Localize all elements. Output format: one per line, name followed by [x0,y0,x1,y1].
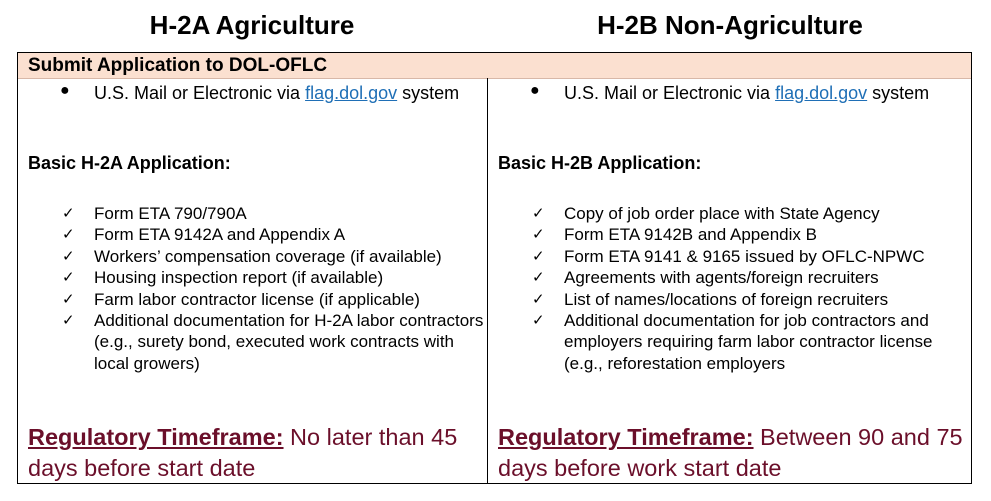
list-item [18,246,487,267]
column-heading-h2b: H-2B Non-Agriculture [597,10,863,40]
list-item-text: Farm labor contractor license (if applicable) [94,289,420,309]
checkmark-icon: ✓ [62,269,75,287]
list-item-text: Copy of job order place with State Agency [564,204,880,223]
list-item [488,289,972,310]
list-item-text: Housing inspection report (if available) [94,268,384,288]
list-item-text: Agreements with agents/foreign recruiters [564,268,879,288]
list-item [488,246,972,267]
list-item-text: Additional documentation for H-2A labor contractors (e.g., surety bond, executed work contracts with local growers) [94,311,484,373]
list-item [18,310,487,374]
list-item [488,224,972,245]
timeframe-label: Regulatory Timeframe: [498,424,754,450]
requirements-list [488,203,972,374]
checkmark-icon: ✓ [62,205,75,222]
list-item [18,289,487,310]
submission-method [564,82,954,104]
column-heading-h2a: H-2A Agriculture [149,10,355,40]
bullet-dot-icon: ● [530,82,540,99]
timeframe-text: No later than 45 days before start date [28,424,458,481]
list-item-text: Form ETA 790/790A [94,204,247,223]
requirements-list [18,203,487,374]
checkmark-icon: ✓ [532,290,545,308]
list-item-text: Form ETA 9141 & 9165 issued by OFLC-NPWC [564,246,925,266]
checkmark-icon: ✓ [62,247,75,265]
submission-prefix: U.S. Mail or Electronic via [94,83,306,103]
regulatory-timeframe [28,422,490,484]
list-item-text: List of names/locations of foreign recruiters [564,289,889,309]
section-banner [18,53,971,79]
list-item-text: Form ETA 9142A and Appendix A [94,225,346,245]
list-item [488,267,972,288]
list-item [18,224,487,245]
list-item-text: Additional documentation for job contractors and employers requiring farm labor contractor license (e.g., reforestation employers [564,311,933,373]
banner-title: Submit Application to DOL-OFLC [28,55,328,76]
regulatory-timeframe [498,422,968,484]
application-subheading: Basic H-2B Application: [498,153,702,173]
checkmark-icon: ✓ [532,269,545,287]
comparison-table [17,52,972,484]
checkmark-icon: ✓ [532,226,545,244]
list-item-text: Workers’ compensation coverage (if available) [94,246,442,266]
list-item [488,310,972,374]
h2b-cell [488,78,972,483]
checkmark-icon: ✓ [62,290,75,308]
checkmark-icon: ✓ [532,247,545,265]
application-subheading: Basic H-2A Application: [28,153,231,173]
timeframe-label: Regulatory Timeframe: [28,424,284,450]
submission-suffix: system [867,83,930,103]
checkmark-icon: ✓ [532,312,545,330]
h2a-cell [18,78,487,483]
list-item [488,203,972,224]
timeframe-text: Between 90 and 75 days before work start date [498,424,963,481]
flag-dol-link[interactable]: flag.dol.gov [305,83,398,103]
checkmark-icon: ✓ [532,205,545,222]
submission-suffix: system [397,83,460,103]
checkmark-icon: ✓ [62,312,75,330]
list-item-text: Form ETA 9142B and Appendix B [564,225,817,245]
submission-prefix: U.S. Mail or Electronic via [564,83,776,103]
list-item [18,203,487,224]
bullet-dot-icon: ● [60,82,70,99]
list-item [18,267,487,288]
checkmark-icon: ✓ [62,226,75,244]
submission-method [94,82,484,104]
flag-dol-link[interactable]: flag.dol.gov [775,83,868,103]
